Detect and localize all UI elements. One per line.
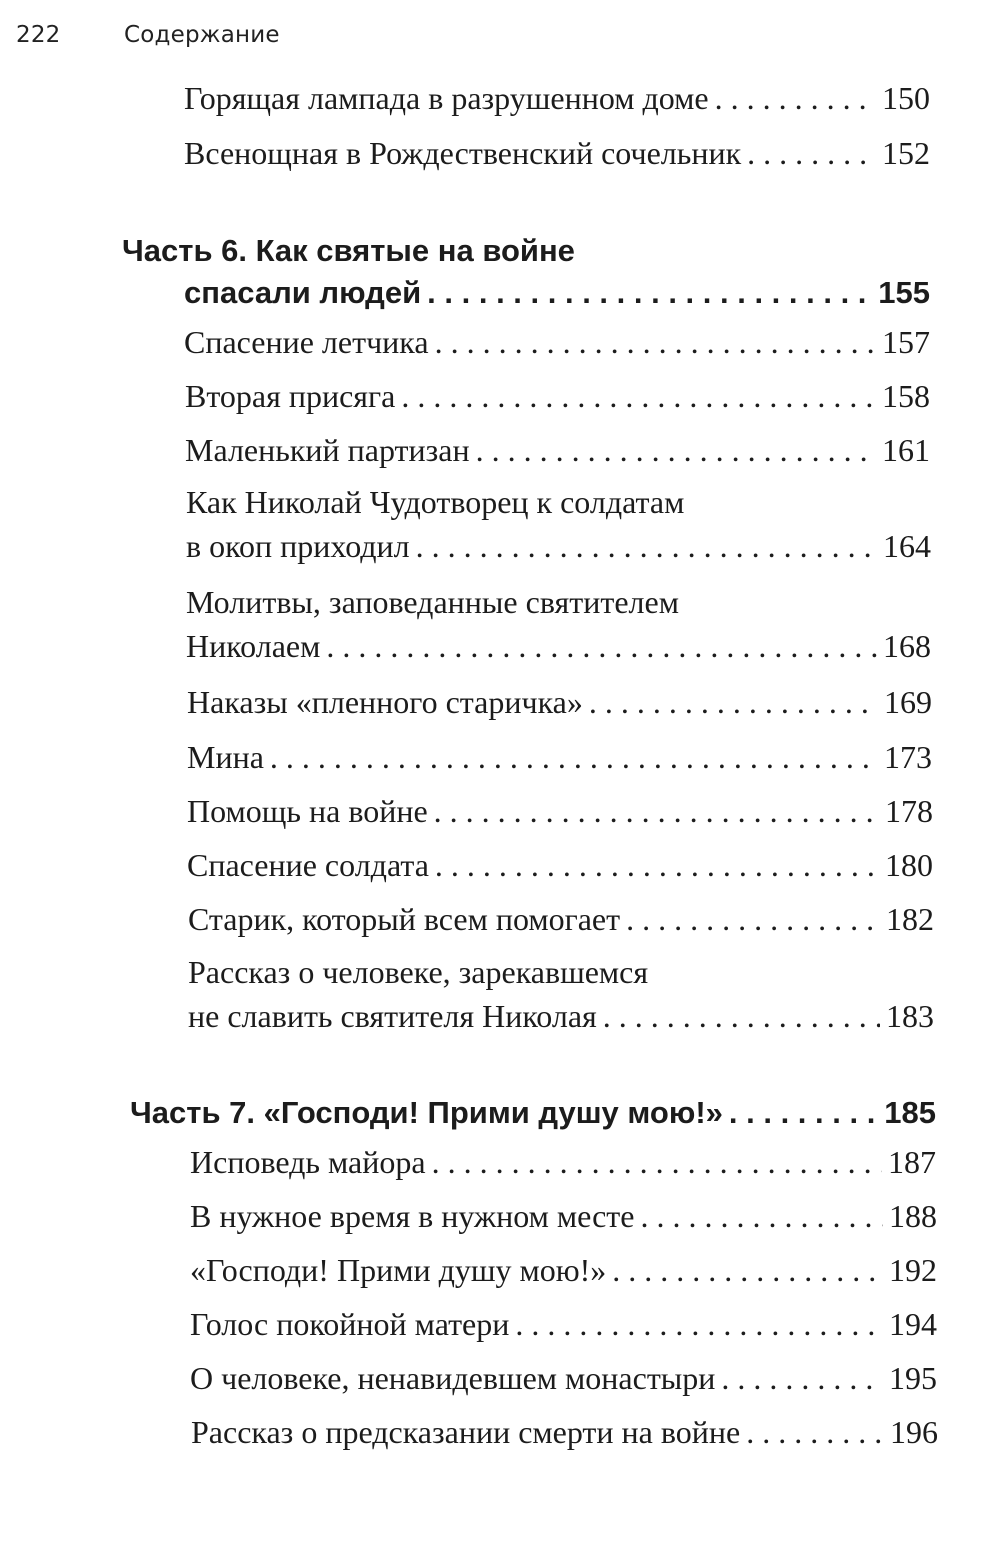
running-head	[16, 22, 280, 48]
entry-page: 169	[884, 684, 932, 720]
leader-dots	[589, 682, 878, 722]
part-page: 155	[878, 275, 930, 310]
entry-page: 196	[890, 1414, 938, 1450]
page-number: 222	[16, 22, 61, 48]
toc-entry	[188, 899, 934, 939]
entry-title: Николаем	[186, 628, 321, 664]
toc-entry	[184, 322, 930, 362]
entry-page: 173	[884, 739, 932, 775]
part-heading	[130, 1092, 936, 1134]
leader-dots	[432, 1142, 882, 1182]
leader-dots	[270, 737, 878, 777]
leader-dots	[434, 791, 879, 831]
toc-entry	[187, 737, 932, 777]
entry-title: Голос покойной матери	[190, 1306, 510, 1342]
toc-entry	[186, 482, 931, 566]
entry-page: 157	[882, 324, 930, 360]
entry-title-line1: Молитвы, заповеданные святителем	[186, 584, 679, 620]
entry-page: 183	[886, 998, 934, 1034]
entry-page: 187	[888, 1144, 936, 1180]
toc-entry	[191, 1412, 938, 1452]
leader-dots	[427, 272, 872, 314]
toc-entry	[187, 791, 933, 831]
leader-dots	[435, 322, 876, 362]
part-title-line1: Часть 6. Как святые на войне	[122, 233, 575, 268]
leader-dots	[515, 1304, 883, 1344]
entry-title: Вторая присяга	[185, 378, 396, 414]
entry-page: 152	[882, 135, 930, 171]
toc-entry	[190, 1358, 937, 1398]
entry-title: в окоп приходил	[186, 528, 410, 564]
entry-page: 180	[885, 847, 933, 883]
leader-dots	[603, 996, 880, 1036]
entry-title: не славить святителя Николая	[188, 998, 597, 1034]
toc-entry	[188, 952, 934, 1036]
entry-title: Маленький партизан	[185, 432, 470, 468]
entry-page: 158	[882, 378, 930, 414]
toc-entry	[187, 682, 932, 722]
entry-title: Спасение солдата	[187, 847, 429, 883]
leader-dots	[721, 1358, 883, 1398]
part-title: Часть 7. «Господи! Прими душу мою!»	[130, 1095, 723, 1130]
toc-entry	[190, 1304, 937, 1344]
toc-entry	[184, 78, 930, 118]
toc-entry	[186, 582, 931, 666]
entry-page: 182	[886, 901, 934, 937]
leader-dots	[640, 1196, 883, 1236]
entry-title: Спасение летчика	[184, 324, 429, 360]
section-title: Содержание	[124, 22, 280, 48]
entry-title: Исповедь майора	[190, 1144, 426, 1180]
part-title-line2: спасали людей	[184, 275, 422, 310]
part-heading	[122, 230, 930, 314]
toc-entry	[190, 1142, 936, 1182]
entry-title: Наказы «пленного старичка»	[187, 684, 583, 720]
toc-entry	[185, 430, 930, 470]
entry-title: В нужное время в нужном месте	[190, 1198, 635, 1234]
entry-page: 161	[882, 432, 930, 468]
entry-title: Всенощная в Рождественский сочельник	[184, 135, 742, 171]
entry-page: 192	[889, 1252, 937, 1288]
entry-title: Горящая лампада в разрушенном доме	[184, 80, 709, 116]
leader-dots	[729, 1092, 878, 1134]
toc-entry	[190, 1196, 937, 1236]
entry-title: Старик, который всем помогает	[188, 901, 621, 937]
leader-dots	[435, 845, 879, 885]
entry-title: О человеке, ненавидевшем монастыри	[190, 1360, 716, 1396]
toc-entry	[187, 845, 933, 885]
leader-dots	[746, 1412, 884, 1452]
entry-page: 188	[889, 1198, 937, 1234]
toc-entry	[185, 376, 930, 416]
leader-dots	[401, 376, 876, 416]
leader-dots	[326, 626, 877, 666]
entry-page: 178	[885, 793, 933, 829]
leader-dots	[715, 78, 876, 118]
entry-title: «Господи! Прими душу мою!»	[190, 1252, 607, 1288]
entry-title: Помощь на войне	[187, 793, 428, 829]
entry-title: Рассказ о предсказании смерти на войне	[191, 1414, 741, 1450]
entry-title: Мина	[187, 739, 264, 775]
entry-page: 164	[883, 528, 931, 564]
part-page: 185	[884, 1095, 936, 1130]
leader-dots	[476, 430, 876, 470]
entry-title-line1: Рассказ о человеке, зарекавшемся	[188, 954, 649, 990]
leader-dots	[747, 133, 876, 173]
toc-entry	[190, 1250, 937, 1290]
entry-page: 168	[883, 628, 931, 664]
leader-dots	[626, 899, 880, 939]
toc-entry	[184, 133, 930, 173]
entry-title-line1: Как Николай Чудотворец к солдатам	[186, 484, 685, 520]
leader-dots	[612, 1250, 883, 1290]
leader-dots	[416, 526, 877, 566]
entry-page: 195	[889, 1360, 937, 1396]
entry-page: 150	[882, 80, 930, 116]
entry-page: 194	[889, 1306, 937, 1342]
